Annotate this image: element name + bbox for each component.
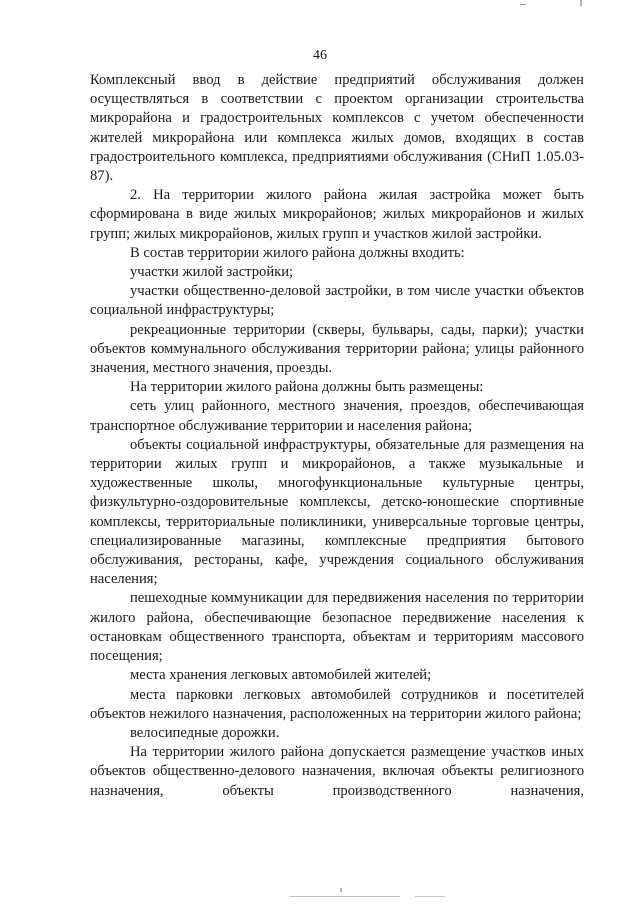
paragraph: Комплексный ввод в действие предприятий обслуживания должен осуществляться в соответствии с проектом организации строительства микрорайона и градостроительных комплексов с учетом обеспеченности жителей микрорайона или комплекса жилых домов, входящих в состав градостроительного комплекса, предприятиями обслуживания (СНиП 1.05.03-87). (90, 72, 584, 185)
paragraph: участки общественно-деловой застройки, в том числе участки объектов социальной инфраструктуры; (90, 283, 584, 319)
scan-artifact-top (520, 4, 526, 5)
paragraph: велосипедные дорожки. (130, 724, 280, 741)
paragraph: На территории жилого района должны быть размещены: (130, 379, 484, 396)
paragraph: рекреационные территории (скверы, бульвары, сады, парки); участки объектов коммунального обслуживания территории района; улицы районного значения, местного значения, проезды. (90, 321, 584, 377)
paragraph: сеть улиц районного, местного значения, проездов, обеспечивающая транспортное обслуживание территории и населения района; (90, 398, 584, 434)
paragraph: участки жилой застройки; (130, 264, 294, 281)
paragraph: места парковки легковых автомобилей сотрудников и посетителей объектов нежилого назначения, расположенных на территории жилого района; (90, 686, 584, 722)
paragraph: 2. На территории жилого района жилая застройка может быть сформирована в виде жилых микрорайонов; жилых микрорайонов и жилых групп; жилых микрорайонов, жилых групп и участков жилой застройки. (90, 187, 584, 242)
scan-artifact-dot (580, 0, 582, 6)
scan-artifact-bottom (290, 896, 400, 897)
paragraph: пешеходные коммуникации для передвижения населения по территории жилого района, обеспечивающие безопасное передвижение населения к остановкам общественного транспорта, объектам и территориям массового посещения; (90, 590, 584, 665)
scan-artifact-dot (340, 888, 342, 892)
scan-artifact-bottom (415, 896, 445, 897)
paragraph: объекты социальной инфраструктуры, обязательные для размещения на территории жилых групп и микрорайонов, а также музыкальные и художественные школы, многофункциональные культурные центры, физкультурно-оздоровительные комплексы, детско-юношеские спортивные комплексы, территориальные поликлиники, универсальные торговые центры, специализированные магазины, комплексные предприятия бытового обслуживания, рестораны, кафе, учреждения социального обслуживания населения; (90, 436, 584, 588)
page-number: 46 (313, 48, 327, 63)
document-body (90, 71, 584, 801)
paragraph: В состав территории жилого района должны входить: (130, 244, 465, 261)
paragraph: На территории жилого района допускается размещение участков иных объектов общественно-делового назначения, включая объекты религиозного назначения, объекты производственного назначения, (90, 744, 584, 799)
paragraph: места хранения легковых автомобилей жителей; (130, 667, 432, 684)
